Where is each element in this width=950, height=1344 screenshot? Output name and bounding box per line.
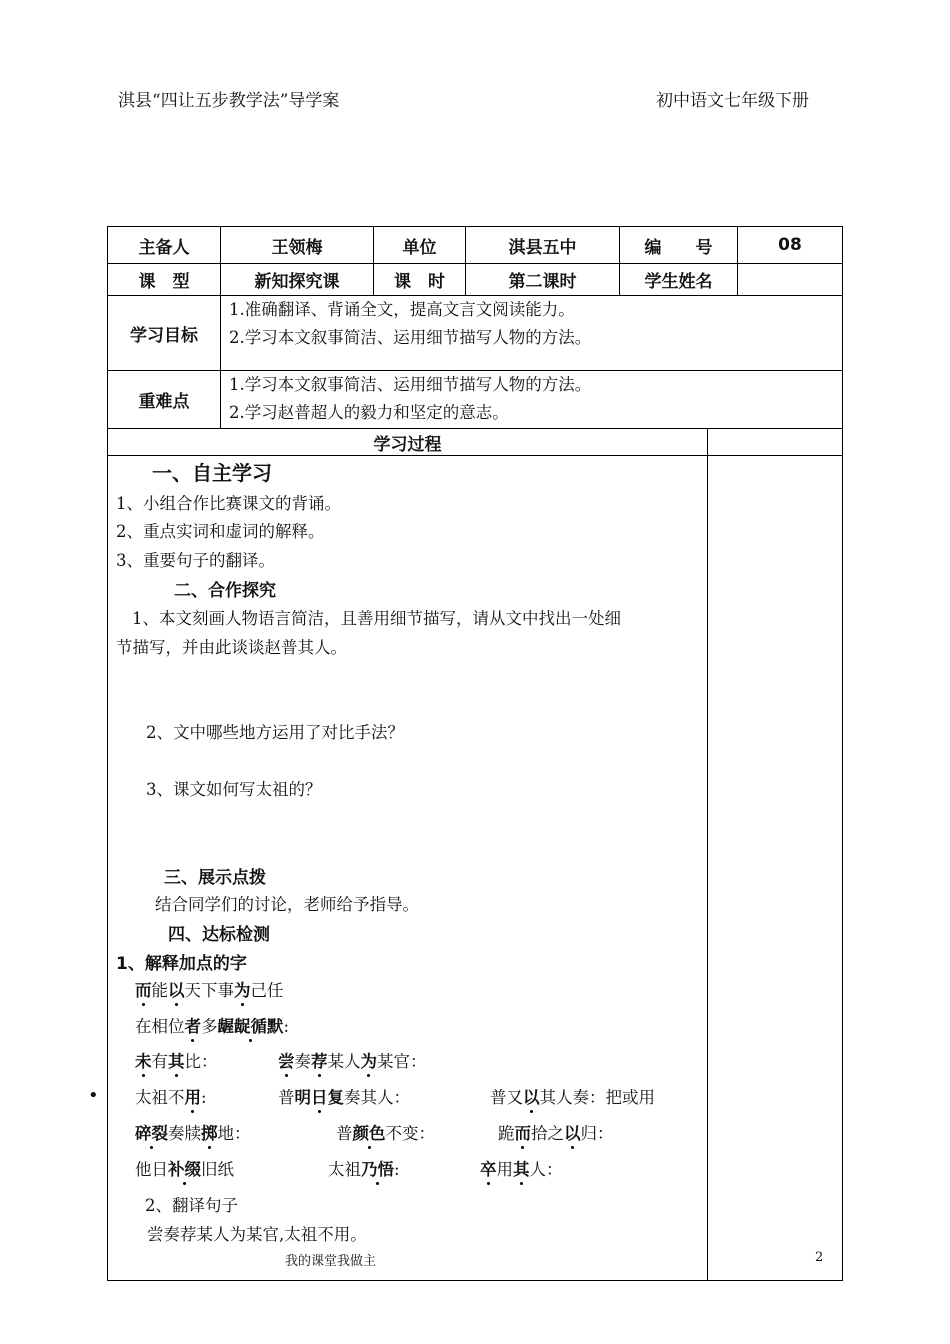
exercise-text: 其人奏：把或用: [539, 1088, 655, 1107]
exercise-text: 太祖: [328, 1160, 361, 1179]
exercise-text: 某人: [327, 1052, 361, 1071]
emphasized-word: 而: [135, 981, 152, 1000]
emphasized-word: 其: [168, 1052, 185, 1071]
exercise-text: 奏牍: [168, 1124, 201, 1143]
exercise-text: 己任: [250, 981, 284, 1000]
section-cooperation-title: 二、合作探究: [174, 581, 276, 601]
emphasized-word: 未: [135, 1052, 152, 1071]
emphasized-word: 为: [234, 981, 251, 1000]
exercise-item: [278, 1084, 410, 1108]
goals-label: 学习目标: [130, 325, 198, 346]
exercise-text: 人：: [529, 1160, 563, 1179]
exercise-item: [135, 977, 284, 1001]
emphasized-word: 其: [513, 1160, 530, 1179]
exercise-item: [135, 1084, 207, 1108]
exercise-item: [135, 1013, 289, 1037]
exercise-text: :: [394, 1160, 400, 1179]
exercise-item: [490, 1084, 655, 1108]
exercise-text: 普: [278, 1088, 295, 1107]
exercise-text: 某官：: [377, 1052, 427, 1071]
emphasized-word: 龌龊循默: [217, 1017, 284, 1036]
exercise-text: 不变：: [385, 1124, 435, 1143]
footer-motto: 我的课堂我做主: [285, 1254, 377, 1269]
student-name-label: 学生姓名: [644, 272, 713, 292]
self-study-item: 1、小组合作比赛课文的背诵。: [116, 494, 341, 513]
emphasized-word: 乃悟: [361, 1160, 394, 1179]
exercise-2-title: 2、翻译句子: [145, 1196, 238, 1215]
exercise-text: 归：: [580, 1124, 614, 1143]
exercise-text: 比：: [184, 1052, 218, 1071]
emphasized-word: 明日复: [294, 1088, 344, 1107]
exercise-text: 有: [151, 1052, 168, 1071]
number-label: 编 号: [644, 237, 713, 258]
emphasized-word: 用: [184, 1088, 201, 1107]
table-border: [107, 455, 843, 456]
unit-label: 单位: [402, 237, 437, 258]
self-study-item: 3、重要句子的翻译。: [116, 551, 275, 570]
exercise-item: [135, 1156, 234, 1180]
goal-item: 1.准确翻译、背诵全文，提高文言文阅读能力。: [229, 300, 575, 319]
exercise-item: [278, 1048, 427, 1072]
unit-value: 淇县五中: [508, 237, 577, 258]
exercise-text: 普: [336, 1124, 353, 1143]
exercise-2-sentence: 尝奏荐某人为某官,太祖不用。: [147, 1225, 367, 1244]
emphasized-word: 为: [360, 1052, 377, 1071]
exercise-item: [135, 1048, 218, 1072]
exercise-text: 能: [151, 981, 168, 1000]
table-border: [107, 1280, 843, 1281]
exercise-text: 多: [201, 1017, 218, 1036]
exercise-item: [480, 1156, 563, 1180]
section-presentation-title: 三、展示点拨: [164, 868, 266, 888]
exercise-text: :: [201, 1088, 207, 1107]
question-3: 3、课文如何写太祖的？: [146, 780, 322, 799]
period-value: 第二课时: [508, 272, 577, 292]
exercise-text: 拾之: [531, 1124, 564, 1143]
emphasized-word: 碎裂: [135, 1124, 168, 1143]
exercise-1-title: 1、解释加点的字: [116, 954, 247, 974]
exercise-text: 跪: [498, 1124, 515, 1143]
exercise-text: 用: [496, 1160, 513, 1179]
exercise-text: 太祖不: [135, 1088, 185, 1107]
keypoint-item: 1.学习本文叙事简洁、运用细节描写人物的方法。: [229, 375, 592, 394]
page-number: 2: [815, 1250, 824, 1265]
exercise-item: [135, 1120, 251, 1144]
table-border: [842, 226, 843, 1281]
exercise-text: 天下事: [184, 981, 234, 1000]
table-border: [707, 428, 708, 1281]
emphasized-word: 卒: [480, 1160, 497, 1179]
emphasized-word: 以: [168, 981, 185, 1000]
emphasized-word: 以: [523, 1088, 540, 1107]
exercise-text: :: [283, 1017, 290, 1036]
exercise-text: 在相位: [135, 1017, 185, 1036]
goal-item: 2.学习本文叙事简洁、运用细节描写人物的方法。: [229, 328, 592, 347]
process-title: 学习过程: [373, 434, 442, 455]
emphasized-word: 补缀: [168, 1160, 201, 1179]
bullet-marker: •: [88, 1085, 99, 1106]
student-name-field[interactable]: [738, 264, 842, 295]
exercise-text: 奏: [294, 1052, 311, 1071]
emphasized-word: 而: [514, 1124, 531, 1143]
keypoints-label: 重难点: [138, 392, 190, 412]
type-value: 新知探究课: [254, 272, 340, 292]
document-header-left: 淇县“四让五步教学法”导学案: [118, 91, 340, 111]
author-label: 主备人: [138, 237, 190, 258]
exercise-item: [336, 1120, 435, 1144]
number-value: 08: [778, 235, 802, 255]
emphasized-word: 者: [184, 1017, 201, 1036]
section-assessment-title: 四、达标检测: [168, 925, 270, 945]
exercise-text: 旧纸: [201, 1160, 234, 1179]
emphasized-word: 掷: [201, 1124, 218, 1143]
author-value: 王领梅: [271, 237, 323, 258]
presentation-text: 结合同学们的讨论，老师给予指导。: [155, 895, 419, 914]
type-label: 课 型: [138, 272, 190, 292]
emphasized-word: 以: [564, 1124, 581, 1143]
question-2: 2、文中哪些地方运用了对比手法？: [146, 723, 404, 742]
document-header-right: 初中语文七年级下册: [656, 91, 809, 111]
question-1-line-2: 节描写，并由此谈谈赵普其人。: [116, 638, 347, 657]
emphasized-word: 颜色: [352, 1124, 386, 1143]
emphasized-word: 荐: [311, 1052, 328, 1071]
exercise-item: [328, 1156, 400, 1180]
question-1-line-1: 1、本文刻画人物语言简洁，且善用细节描写，请从文中找出一处细: [132, 609, 621, 628]
keypoint-item: 2.学习赵普超人的毅力和坚定的意志。: [229, 403, 509, 422]
period-label: 课 时: [394, 272, 445, 292]
exercise-text: 地：: [217, 1124, 251, 1143]
section-self-study-title: 一、自主学习: [152, 461, 272, 485]
exercise-text: 普又: [490, 1088, 523, 1107]
exercise-text: 他日: [135, 1160, 168, 1179]
exercise-text: 奏其人：: [344, 1088, 410, 1107]
self-study-item: 2、重点实词和虚词的解释。: [116, 522, 325, 541]
emphasized-word: 尝: [278, 1052, 295, 1071]
exercise-item: [498, 1120, 614, 1144]
